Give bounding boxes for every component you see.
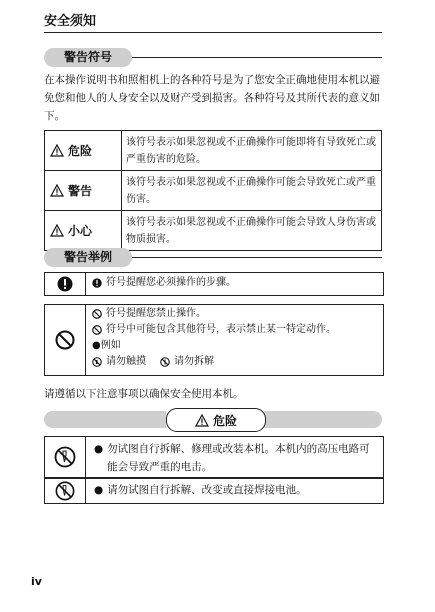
safety-note: 请遵循以下注意事项以确保安全使用本机。 [44, 388, 244, 400]
danger-banner-right [264, 411, 382, 428]
intro-paragraph: 在本操作说明书和照相机上的各种符号是为了您安全正确地使用本机以避免您和他人的人身安全以及财产受到损害。各种符号及其所代表的意义如下。 [44, 74, 380, 122]
hazard-row-warning [45, 171, 382, 211]
warning-triangle-icon [50, 184, 64, 197]
prohibition-description: 符号中可能包含其他符号，表示禁止某一特定动作。 [106, 324, 336, 335]
mandatory-example-box [44, 272, 384, 296]
danger-banner-left [44, 411, 166, 428]
hazard-label: 危险 [68, 144, 93, 158]
no-disassembly-icon [160, 357, 170, 367]
section-heading-warning-examples [44, 248, 132, 267]
bullet-icon: ● [92, 340, 101, 351]
warning-triangle-icon [195, 414, 209, 427]
example-label: 例如 [100, 340, 121, 351]
bullet-icon: ● [94, 443, 104, 455]
no-disassembly-icon [55, 481, 75, 501]
prohibition-icon [92, 325, 102, 335]
hazard-label: 小心 [68, 224, 93, 238]
danger-item-text: 勿试图自行拆解、修理或改装本机。本机内的高压电路可能会导致严重的电击。 [107, 443, 370, 473]
prohibition-icon [55, 330, 75, 350]
hazard-row-danger [45, 131, 382, 171]
section-heading-label: 警告符号 [63, 50, 112, 64]
prohibition-description: 符号提醒您禁止操作。 [106, 308, 206, 319]
warning-triangle-icon [50, 224, 64, 237]
mandatory-description: 符号提醒您必须操作的步骤。 [106, 277, 236, 288]
warning-triangle-icon [50, 144, 64, 157]
example-no-disassembly: 请勿拆解 [174, 356, 214, 367]
danger-item-box [44, 478, 384, 504]
section-heading-label: 警告举例 [63, 250, 112, 264]
mandatory-action-icon [57, 276, 73, 292]
prohibition-icon [92, 309, 102, 319]
section-heading-rule [132, 57, 382, 58]
bullet-icon: ● [94, 484, 104, 496]
section-heading-warning-symbols [44, 48, 132, 67]
hazard-table [44, 130, 382, 251]
danger-item-text: 请勿试图自行拆解、改变或直接焊接电池。 [107, 484, 307, 496]
prohibition-example-box [44, 304, 384, 376]
page-title: 安全须知 [44, 14, 97, 29]
no-disassembly-icon [54, 446, 76, 468]
example-no-touch: 请勿触摸 [106, 356, 146, 367]
page-number: iv [31, 575, 42, 588]
danger-item-box [44, 436, 384, 478]
no-touch-icon [92, 357, 102, 367]
hazard-row-caution [45, 211, 382, 251]
hazard-label: 警告 [68, 184, 93, 198]
hazard-description: 该符号表示如果忽视或不正确操作可能会导致人身伤害或物质损害。 [122, 211, 382, 251]
title-rule [44, 32, 382, 33]
hazard-description: 该符号表示如果忽视或不正确操作可能会导致死亡或严重伤害。 [122, 171, 382, 211]
section-heading-rule [132, 257, 382, 258]
danger-heading: 危险 [212, 413, 237, 428]
danger-heading-pill [166, 408, 266, 432]
hazard-description: 该符号表示如果忽视或不正确操作可能即将有导致死亡或严重伤害的危险。 [122, 131, 382, 171]
mandatory-action-icon [92, 278, 102, 288]
